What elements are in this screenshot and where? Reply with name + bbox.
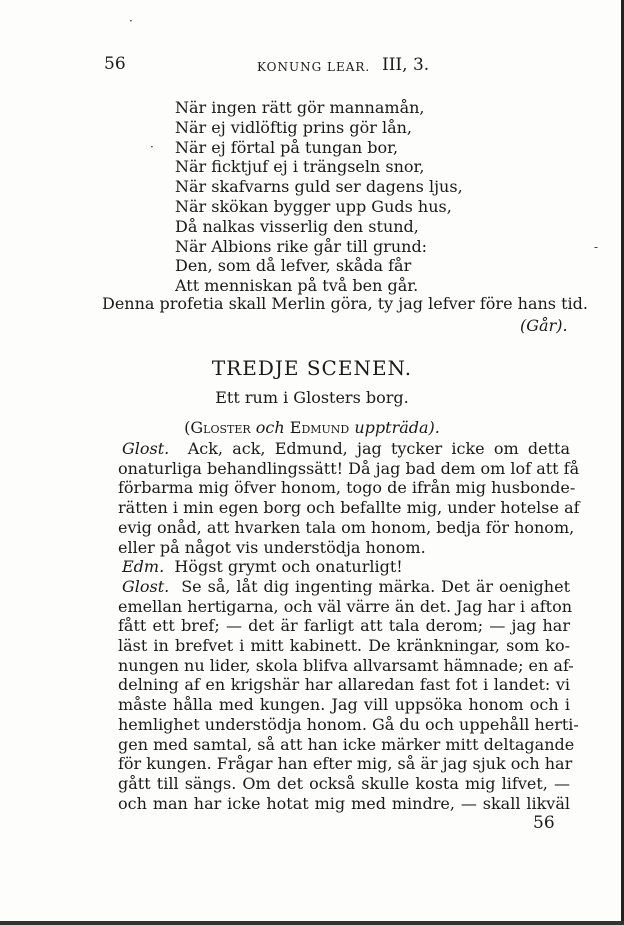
verse-line: När ej vidlöftig prins gör lån, <box>175 117 412 137</box>
dialogue-line: delning af en krigshär har allaredan fast fot i landet: vi <box>118 675 570 695</box>
verse-line: När ej förtal på tungan bor, <box>175 137 399 157</box>
scan-speck: - <box>594 240 599 254</box>
act-scene-number: III, 3. <box>382 55 430 75</box>
speech-start-line: Glost. Ack, ack, Edmund, jag tycker icke om detta <box>122 439 571 458</box>
character-name: Edmund <box>289 418 350 437</box>
footer-page-number: 56 <box>533 813 555 833</box>
verse-line: Den, som då lefver, skåda får <box>175 256 412 276</box>
dialogue-line: emellan hertigarna, och väl värre än det. Jag har i afton <box>118 596 573 616</box>
speaker-name: Glost. <box>122 439 170 458</box>
scene-dialogue <box>118 439 580 813</box>
scene-setting: Ett rum i Glosters borg. <box>215 388 409 407</box>
speech-start-line: Glost. Se så, låt dig ingenting märka. Det är oenighet <box>122 576 570 596</box>
header-page-number: 56 <box>104 54 126 74</box>
dialogue-line: eller på något vis understödja honom. <box>118 537 426 557</box>
dialogue-line: för kungen. Frågar han efter mig, så är jag sjuk och har <box>118 754 573 774</box>
speech-start-line: Edm. Högst grymt och onaturligt! <box>122 557 403 577</box>
exit-direction: (Går). <box>520 316 568 335</box>
stage-direction: (Gloster och Edmund uppträda). <box>184 418 440 437</box>
dialogue-line: gått till sängs. Om det också skulle kosta mig lifvet, — <box>118 773 570 793</box>
page-edge-bottom <box>0 921 624 925</box>
dialogue-line: gen med samtal, så att han icke märker mitt deltagande <box>118 734 575 754</box>
verse-line: När skökan bygger upp Guds hus, <box>175 196 452 216</box>
verse-line: När ficktjuf ej i trängseln snor, <box>175 157 425 177</box>
character-name: Gloster <box>190 418 251 437</box>
dialogue-line: onaturliga behandlingssätt! Då jag bad dem om lof att få <box>118 458 580 478</box>
speaker-name: Glost. <box>122 576 170 596</box>
verse-line: När ingen rätt gör mannamån, <box>175 98 425 117</box>
scene-title: TREDJE SCENEN. <box>211 356 413 380</box>
dialogue-line: förbarma mig öfver honom, togo de ifrån mig husbonde- <box>118 478 576 498</box>
verse-line: Att menniskan på två ben går. <box>175 276 419 296</box>
dialogue-line: nungen nu lider, skola blifva allvarsamt hämnade; en af- <box>118 655 574 675</box>
dialogue-line: rätten i min egen borg och befallte mig, under hotelse af <box>118 498 580 518</box>
prophecy-line: Denna profetia skall Merlin göra, ty jag lefver före hans tid. <box>102 294 588 313</box>
verse-line: Då nalkas visserlig den stund, <box>175 216 419 236</box>
dialogue-line: måste hålla med kungen. Jag vill uppsöka honom och i <box>118 695 570 715</box>
dialogue-line: fått ett bref; — det är farligt att tala derom; — jag har <box>118 616 570 636</box>
verse-line: När skafvarns guld ser dagens ljus, <box>175 177 463 197</box>
dialogue-line: och man har icke hotat mig med mindre, — skall likväl <box>118 793 570 813</box>
verse-block <box>175 98 463 296</box>
dialogue-line: hemlighet understödja honom. Gå du och uppehåll herti- <box>118 714 579 734</box>
running-title: KONUNG LEAR. <box>257 60 371 74</box>
speaker-name: Edm. <box>122 557 165 577</box>
scan-speck: · <box>150 140 154 154</box>
dialogue-line: evig onåd, att hvarken tala om honom, bedja för honom, <box>118 517 575 537</box>
scan-speck: · <box>129 14 133 28</box>
dialogue-line: läst in brefvet i mitt kabinett. De kränkningar, som ko- <box>118 636 570 656</box>
verse-line: När Albions rike går till grund: <box>175 236 428 256</box>
